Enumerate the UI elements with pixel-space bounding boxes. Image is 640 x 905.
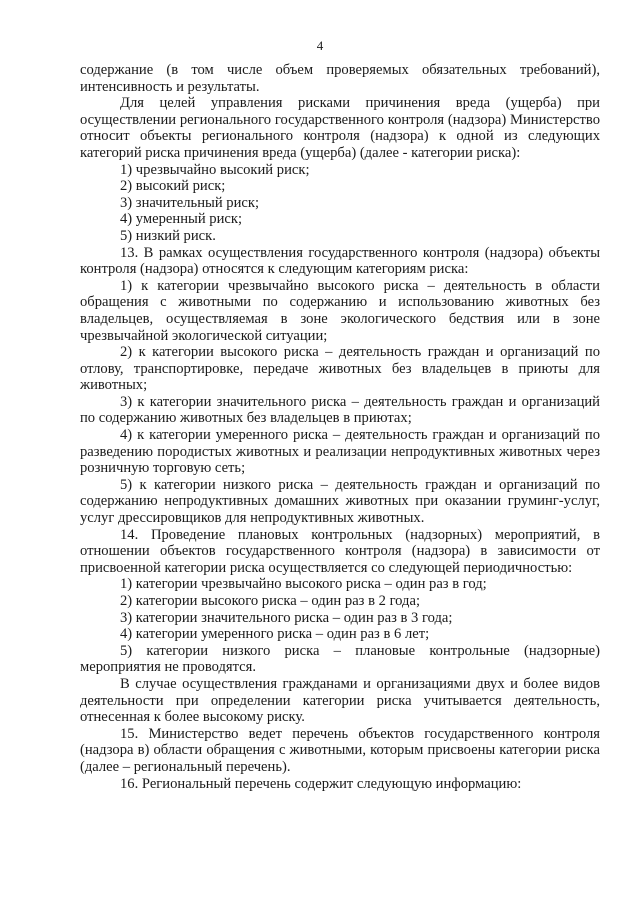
list-item: 2) к категории высокого риска – деятельность граждан и организаций по отлову, транспортировке, передаче животных без владельцев в приюты для животных; xyxy=(80,344,600,394)
paragraph: содержание (в том числе объем проверяемых обязательных требований), интенсивность и результаты. xyxy=(80,62,600,95)
paragraph: 15. Министерство ведет перечень объектов государственного контроля (надзора в) области обращения с животными, которым присвоены категории риска (далее – региональный перечень). xyxy=(80,725,600,775)
paragraph: Для целей управления рисками причинения вреда (ущерба) при осуществлении регионального государственного контроля (надзора) Министерство относит объекты регионального контроля (надзора) к одной из следующих категорий риска причинения вреда (ущерба) (далее - категории риска): xyxy=(80,95,600,161)
list-item: 4) категории умеренного риска – один раз в 6 лет; xyxy=(120,626,430,643)
document-body xyxy=(80,62,600,792)
list-item: 4) умеренный риск; xyxy=(120,211,243,228)
list-item: 1) категории чрезвычайно высокого риска – один раз в год; xyxy=(120,576,487,593)
list-item: 4) к категории умеренного риска – деятельность граждан и организаций по разведению породистых животных и реализации непродуктивных животных через розничную торговую сеть; xyxy=(80,427,600,477)
list-item: 5) к категории низкого риска – деятельность граждан и организаций по содержанию непродуктивных домашних животных при оказании груминг-услуг, услуг дрессировщиков для непродуктивных животных. xyxy=(80,476,600,527)
paragraph: 13. В рамках осуществления государственного контроля (надзора) объекты контроля (надзора) относятся к следующим категориям риска: xyxy=(80,244,600,278)
paragraph: 16. Региональный перечень содержит следующую информацию: xyxy=(120,775,522,792)
list-item: 3) категории значительного риска – один раз в 3 года; xyxy=(120,609,453,626)
list-item: 1) к категории чрезвычайно высокого риска – деятельность в области обращения с животными по содержанию и использованию животных без владельцев, осуществляемая в зоне экологического бедствия или в зоне чрезвычайной экологической ситуации; xyxy=(80,277,600,344)
list-item: 5) категории низкого риска – плановые контрольные (надзорные) мероприятия не проводятся. xyxy=(80,642,600,676)
list-item: 1) чрезвычайно высокий риск; xyxy=(120,161,310,178)
paragraph: В случае осуществления гражданами и организациями двух и более видов деятельности при определении категории риска учитывается деятельность, отнесенная к более высокому риску. xyxy=(80,675,600,726)
list-item: 3) к категории значительного риска – деятельность граждан и организаций по содержанию животных без владельцев в приютах; xyxy=(80,393,600,427)
paragraph: 14. Проведение плановых контрольных (надзорных) мероприятий, в отношении объектов государственного контроля (надзора) в зависимости от присвоенной категории риска осуществляется со следующей периодичностью: xyxy=(80,526,600,576)
list-item: 5) низкий риск. xyxy=(120,227,216,244)
list-item: 2) высокий риск; xyxy=(120,178,226,195)
list-item: 3) значительный риск; xyxy=(120,194,260,211)
page-number: 4 xyxy=(316,38,324,53)
list-item: 2) категории высокого риска – один раз в 2 года; xyxy=(120,593,421,609)
